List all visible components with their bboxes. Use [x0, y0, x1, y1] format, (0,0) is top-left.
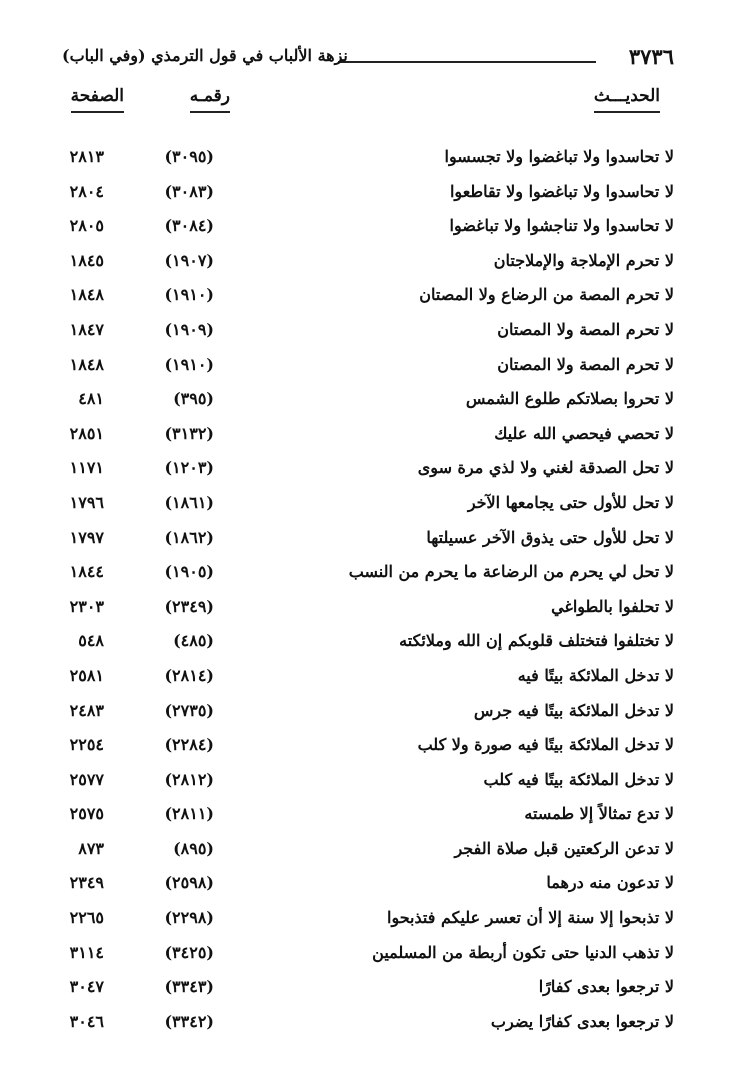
hadith-text: لا تذبحوا إلا سنة إلا أن تعسر عليكم فتذبحوا	[387, 908, 674, 928]
page-ref: ٢٣٠٣	[69, 596, 104, 616]
page-ref: ٢٨١٣	[69, 147, 104, 166]
table-row	[62, 420, 674, 455]
column-header-hadith	[594, 86, 660, 113]
page-ref: ٢٣٤٩	[69, 873, 104, 893]
hadith-text: لا تدع تمثالاً إلا طمسته	[524, 804, 674, 824]
page-ref: ١٨٤٨	[69, 285, 104, 305]
hadith-text: لا تختلفوا فتختلف قلوبكم إن الله وملائكته	[399, 631, 674, 651]
hadith-text: لا تحاسدوا ولا تناجشوا ولا تباغضوا	[449, 216, 674, 236]
page-ref: ٢٢٦٥	[69, 908, 104, 928]
page-ref: ٤٨١	[78, 389, 104, 409]
hadith-text: لا تحل الصدقة لغني ولا لذي مرة سوى	[417, 458, 674, 478]
hadith-text: لا تذهب الدنيا حتى تكون أربطة من المسلمين	[372, 942, 674, 962]
table-row	[62, 558, 674, 593]
hadith-number: (١٩٠٩)	[164, 319, 214, 339]
hadith-text: لا تدعون منه درهما	[546, 873, 674, 893]
table-row	[62, 385, 674, 420]
hadith-text: لا تحروا بصلاتكم طلوع الشمس	[465, 389, 674, 409]
page-ref: ٢٨٠٤	[69, 181, 104, 201]
hadith-number: (٢٢٨٤)	[164, 735, 214, 755]
page-number: ٣٧٣٦	[628, 44, 674, 69]
table-row	[62, 1008, 674, 1043]
page-ref: ١٨٤٨	[69, 354, 104, 374]
header-rule	[338, 61, 596, 63]
page-ref: ٥٤٨	[78, 631, 104, 651]
table-row	[62, 281, 674, 316]
hadith-number: (١٩١٠)	[164, 354, 214, 374]
page-header	[62, 38, 674, 78]
table-row	[62, 454, 674, 489]
hadith-number: (١٨٦٢)	[164, 527, 214, 547]
hadith-number: (٣٠٩٥)	[164, 147, 214, 166]
hadith-number: (١٩٠٥)	[164, 562, 214, 582]
hadith-number: (٢٨١٢)	[164, 769, 214, 789]
page-ref: ٢٥٨١	[69, 665, 104, 685]
page-ref: ٨٧٣	[78, 838, 104, 858]
hadith-number: (٢٥٩٨)	[164, 873, 214, 893]
hadith-text: لا تحاسدوا ولا تباغضوا ولا تقاطعوا	[449, 181, 674, 201]
table-row	[62, 973, 674, 1008]
page-ref: ١٨٤٧	[69, 319, 104, 339]
table-row	[62, 212, 674, 247]
column-header-number	[190, 86, 230, 113]
hadith-number: (٣٣٤٢)	[164, 1011, 214, 1031]
table-row	[62, 800, 674, 835]
table-row	[62, 316, 674, 351]
hadith-text: لا تحاسدوا ولا تباغضوا ولا تجسسوا	[444, 147, 674, 166]
table-row	[62, 627, 674, 662]
hadith-text: لا تحرم المصة ولا المصتان	[497, 319, 674, 339]
hadith-text: لا تحرم المصة ولا المصتان	[497, 354, 674, 374]
book-title: نزهة الألباب في قول الترمذي (وفي الباب)	[62, 46, 348, 65]
page-ref: ٢٥٧٧	[69, 769, 104, 789]
hadith-number: (١٨٦١)	[164, 492, 214, 512]
hadith-number: (٣٤٢٥)	[164, 942, 214, 962]
hadith-number: (٢٧٣٥)	[164, 700, 214, 720]
hadith-number: (٣٣٤٣)	[164, 977, 214, 997]
page-ref: ٢٤٨٣	[69, 700, 104, 720]
hadith-number: (٢٨١١)	[164, 804, 214, 824]
hadith-text: لا تحل للأول حتى يجامعها الآخر	[467, 492, 674, 512]
hadith-text: لا تحرم الإملاجة والإملاجتان	[493, 250, 674, 270]
column-header-number-label: رقمـه	[190, 86, 230, 113]
hadith-text: لا تحصي فيحصي الله عليك	[494, 423, 674, 443]
hadith-number: (٨٩٥)	[173, 838, 214, 858]
hadith-number: (٣٠٨٤)	[164, 216, 214, 236]
page-ref: ١١٧١	[69, 458, 104, 478]
table-row	[62, 489, 674, 524]
table-row	[62, 351, 674, 386]
hadith-text: لا تحل للأول حتى يذوق الآخر عسيلتها	[426, 527, 674, 547]
table-row	[62, 143, 674, 178]
table-row	[62, 731, 674, 766]
hadith-text: لا ترجعوا بعدى كفارًا يضرب	[490, 1011, 674, 1031]
hadith-number: (١٢٠٣)	[164, 458, 214, 478]
page-ref: ١٨٤٥	[69, 250, 104, 270]
table-row	[62, 835, 674, 870]
hadith-number: (٢٨١٤)	[164, 665, 214, 685]
hadith-text: لا تحل لي يحرم من الرضاعة ما يحرم من النسب	[348, 562, 674, 582]
table-row	[62, 593, 674, 628]
hadith-number: (٤٨٥)	[173, 631, 214, 651]
page-ref: ١٧٩٦	[69, 492, 104, 512]
table-row	[62, 939, 674, 974]
page-ref: ٣٠٤٧	[69, 977, 104, 997]
table-row	[62, 178, 674, 213]
table-row	[62, 869, 674, 904]
page-ref: ١٧٩٧	[69, 527, 104, 547]
page-ref: ٢٨٥١	[69, 423, 104, 443]
page-ref: ٢٥٧٥	[69, 804, 104, 824]
hadith-text: لا ترجعوا بعدى كفارًا	[538, 977, 674, 997]
hadith-text: لا تدعن الركعتين قبل صلاة الفجر	[454, 838, 674, 858]
table-row	[62, 524, 674, 559]
hadith-text: لا تحرم المصة من الرضاع ولا المصتان	[419, 285, 674, 305]
hadith-number: (٢٣٤٩)	[164, 596, 214, 616]
page-ref: ٢٢٥٤	[69, 735, 104, 755]
hadith-number: (١٩٠٧)	[164, 250, 214, 270]
hadith-text: لا تحلفوا بالطواغي	[551, 596, 674, 616]
hadith-text: لا تدخل الملائكة بيتًا فيه صورة ولا كلب	[417, 735, 674, 755]
hadith-text: لا تدخل الملائكة بيتًا فيه	[517, 665, 674, 685]
table-row	[62, 662, 674, 697]
index-table	[62, 143, 674, 1042]
hadith-number: (١٩١٠)	[164, 285, 214, 305]
hadith-number: (٣٠٨٣)	[164, 181, 214, 201]
hadith-text: لا تدخل الملائكة بيتًا فيه جرس	[473, 700, 674, 720]
page-ref: ١٨٤٤	[69, 562, 104, 582]
table-row	[62, 697, 674, 732]
hadith-number: (٢٢٩٨)	[164, 908, 214, 928]
page-ref: ٣٠٤٦	[69, 1011, 104, 1031]
page-ref: ٢٨٠٥	[69, 216, 104, 236]
column-header-page	[71, 86, 124, 113]
table-row	[62, 766, 674, 801]
column-header-page-label: الصفحة	[71, 86, 124, 113]
table-row	[62, 904, 674, 939]
page-ref: ٣١١٤	[69, 942, 104, 962]
hadith-text: لا تدخل الملائكة بيتًا فيه كلب	[483, 769, 674, 789]
hadith-number: (٣١٣٢)	[164, 423, 214, 443]
column-header-hadith-label: الحديـــث	[594, 86, 660, 113]
hadith-number: (٣٩٥)	[173, 389, 214, 409]
table-row	[62, 247, 674, 282]
